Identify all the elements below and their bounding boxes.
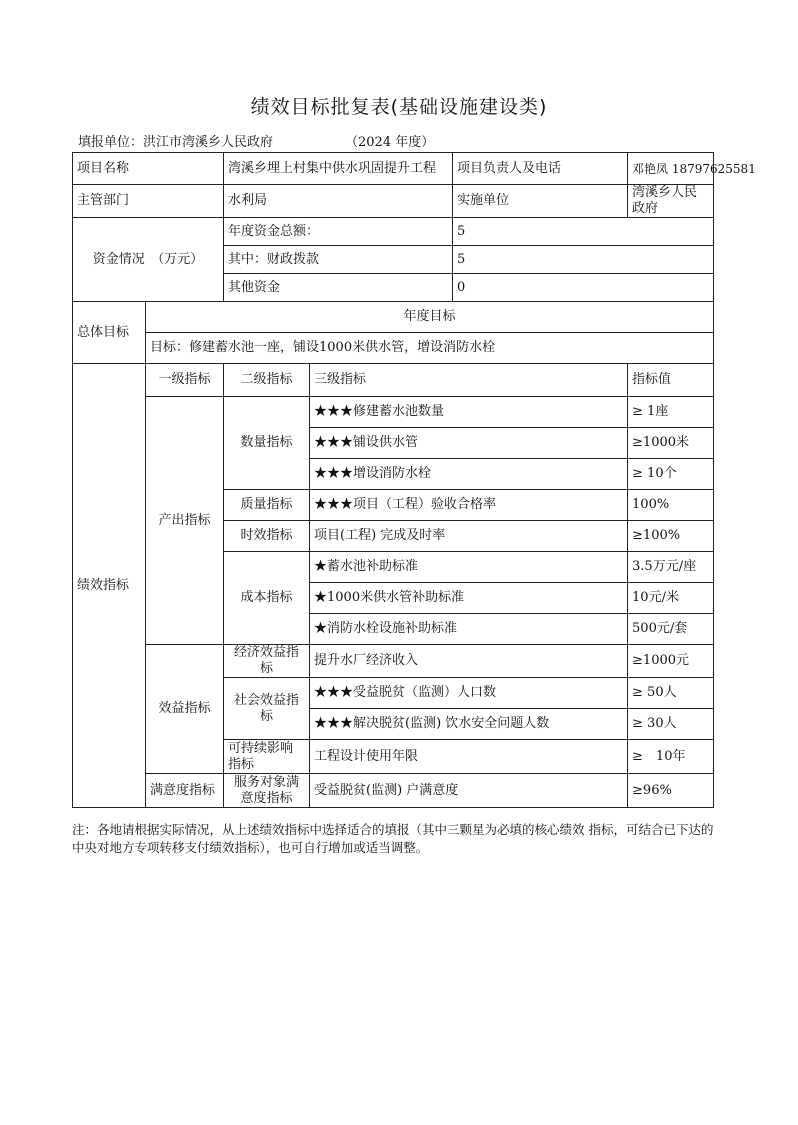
funds-other-value: 0 (453, 274, 714, 302)
indicator-name: ★★★修建蓄水池数量 (310, 397, 628, 428)
indicator-value: ≥ 1座 (628, 397, 714, 428)
department-value: 水利局 (224, 185, 453, 218)
footnote: 注：各地请根据实际情况，从上述绩效指标中选择适合的填报（其中三颗星为必填的核心绩效 指标，可结合已下达的中央对地方专项转移支付绩效指标），也可自行增加或适当调整。 (72, 822, 714, 855)
indicator-value: ≥1000米 (628, 428, 714, 459)
time-indicators-label: 时效指标 (224, 521, 310, 552)
project-name-row (73, 153, 714, 185)
overall-goal-row (73, 302, 714, 333)
cost-indicators-label: 成本指标 (224, 552, 310, 645)
overall-goal-text: 目标：修建蓄水池一座，铺设1000米供水管，增设消防水栓 (146, 333, 714, 364)
indicator-name: 工程设计使用年限 (310, 740, 628, 774)
header-level3: 三级指标 (310, 364, 628, 397)
benefit-indicators-label: 效益指标 (146, 645, 224, 774)
header-value: 指标值 (628, 364, 714, 397)
indicator-name: ★1000米供水管补助标准 (310, 583, 628, 614)
report-year: （2024 年度） (345, 135, 435, 150)
department-label: 主管部门 (73, 185, 224, 218)
header-level2: 二级指标 (224, 364, 310, 397)
funds-fiscal-label: 其中：财政拨款 (224, 246, 453, 274)
social-benefit-label: 社会效益指标 (224, 678, 310, 740)
indicator-name: ★★★受益脱贫（监测）人口数 (310, 678, 628, 709)
perf-header-row (73, 364, 714, 397)
implementing-unit-label: 实施单位 (453, 185, 628, 218)
overall-goal-text-row (73, 333, 714, 364)
indicator-value: ≥ 50人 (628, 678, 714, 709)
economic-benefit-label: 经济效益指标 (224, 645, 310, 678)
indicator-value: 500元/套 (628, 614, 714, 645)
indicator-value: ≥ 30人 (628, 709, 714, 740)
satisfaction-indicators-label: 满意度指标 (146, 774, 224, 808)
table-row (73, 774, 714, 808)
indicator-name: ★★★铺设供水管 (310, 428, 628, 459)
indicator-name: 受益脱贫(监测) 户满意度 (310, 774, 628, 808)
perf-indicators-label: 绩效指标 (73, 364, 146, 808)
indicator-value: 3.5万元/座 (628, 552, 714, 583)
indicator-value: ≥96% (628, 774, 714, 808)
table-row (73, 397, 714, 428)
service-satisfaction-label: 服务对象满意度指标 (224, 774, 310, 808)
indicator-name: ★消防水栓设施补助标准 (310, 614, 628, 645)
project-name-label: 项目名称 (73, 153, 224, 185)
implementing-unit-value: 湾溪乡人民政府 (628, 185, 714, 218)
quality-indicators-label: 质量指标 (224, 490, 310, 521)
header-level1: 一级指标 (146, 364, 224, 397)
annual-goal-label: 年度目标 (146, 302, 714, 333)
funds-total-label: 年度资金总额： (224, 218, 453, 246)
department-row (73, 185, 714, 218)
table-row (73, 645, 714, 678)
indicator-value: 100% (628, 490, 714, 521)
project-name-value: 湾溪乡埋上村集中供水巩固提升工程 (224, 153, 453, 185)
indicator-value: ≥ 10个 (628, 459, 714, 490)
quantity-indicators-label: 数量指标 (224, 397, 310, 490)
indicator-name: ★蓄水池补助标准 (310, 552, 628, 583)
indicator-value: ≥100% (628, 521, 714, 552)
project-manager-value: 邓艳凤 18797625581 (628, 153, 714, 185)
overall-goal-label: 总体目标 (73, 302, 146, 364)
indicator-name: ★★★项目（工程）验收合格率 (310, 490, 628, 521)
funds-label: 资金情况 （万元） (73, 218, 224, 302)
indicator-value: ≥1000元 (628, 645, 714, 678)
indicator-value: 10元/米 (628, 583, 714, 614)
funds-other-label: 其他资金 (224, 274, 453, 302)
indicator-name: ★★★解决脱贫(监测) 饮水安全问题人数 (310, 709, 628, 740)
funds-total-row (73, 218, 714, 246)
output-indicators-label: 产出指标 (146, 397, 224, 645)
performance-table (72, 152, 756, 808)
indicator-name: 项目(工程) 完成及时率 (310, 521, 628, 552)
indicator-name: 提升水厂经济收入 (310, 645, 628, 678)
indicator-value: ≥ 10年 (628, 740, 714, 774)
indicator-name: ★★★增设消防水栓 (310, 459, 628, 490)
funds-total-value: 5 (453, 218, 714, 246)
project-manager-label: 项目负责人及电话 (453, 153, 628, 185)
page-title: 绩效目标批复表(基础设施建设类) (250, 96, 548, 118)
sustainable-impact-label: 可持续影响指标 (224, 740, 310, 774)
funds-fiscal-value: 5 (453, 246, 714, 274)
reporting-unit: 填报单位：洪江市湾溪乡人民政府 (78, 135, 274, 150)
